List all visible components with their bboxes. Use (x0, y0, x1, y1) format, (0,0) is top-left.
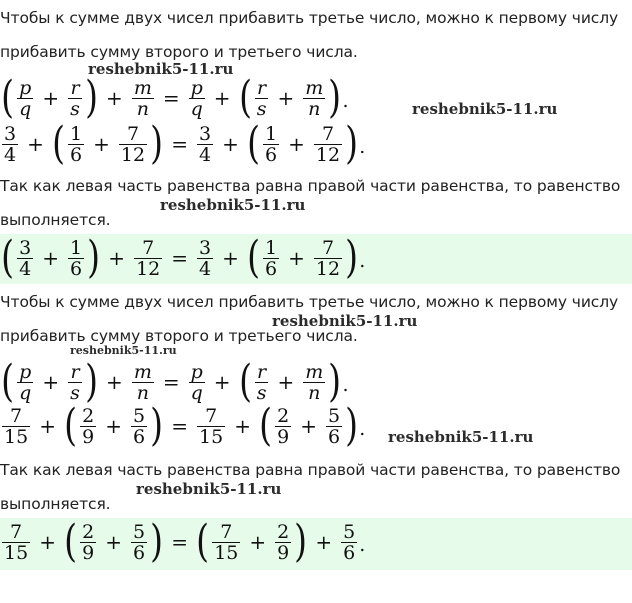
parenthesis: ) (294, 516, 308, 567)
fraction (134, 238, 162, 279)
parenthesis: ( (238, 356, 252, 407)
operator: + (27, 132, 44, 156)
conclusion-text-line2: выполняется. (0, 211, 111, 229)
period: . (359, 250, 366, 272)
period: . (342, 90, 349, 112)
fraction (68, 238, 84, 279)
numerator: 2 (82, 520, 95, 543)
operator: + (39, 414, 56, 438)
denominator: 12 (136, 257, 161, 280)
denominator: q (19, 381, 32, 404)
parenthesis: ( (259, 400, 272, 451)
equals-sign: = (162, 86, 180, 110)
numerator: r (257, 76, 267, 99)
denominator: s (256, 381, 267, 404)
numerator: 5 (343, 520, 356, 543)
operator: + (105, 414, 122, 438)
parenthesis: ( (247, 118, 260, 169)
operator: + (288, 246, 305, 270)
fraction (68, 362, 82, 403)
numerator: 1 (265, 236, 278, 259)
parenthesis: ( (52, 118, 65, 169)
denominator: 6 (328, 425, 341, 448)
numerator: 3 (19, 236, 32, 259)
numerator: m (305, 360, 324, 383)
numerator: 3 (4, 122, 17, 145)
fraction (68, 78, 82, 119)
numerator: 7 (126, 122, 140, 145)
rule-text-line2: прибавить сумму второго и третьего числа. (0, 43, 358, 61)
period: . (342, 374, 349, 396)
operator: + (106, 370, 123, 394)
denominator: 4 (19, 257, 32, 280)
operator: + (39, 530, 56, 554)
parenthesis: ( (1, 356, 15, 407)
fraction (197, 238, 213, 279)
fraction (131, 406, 147, 447)
denominator: 9 (277, 425, 290, 448)
watermark: reshebnik5-11.ru (272, 312, 418, 330)
parenthesis: ) (85, 356, 98, 407)
parenthesis: ) (87, 232, 101, 283)
parenthesis: ) (345, 118, 359, 169)
fraction (263, 124, 279, 165)
fraction (80, 406, 96, 447)
rule-text-line1: Чтобы к сумме двух чисел прибавить третье число, можно к первому числу (0, 293, 619, 311)
operator: + (42, 86, 60, 110)
watermark: reshebnik5-11.ru (88, 60, 234, 78)
denominator: 12 (315, 257, 341, 280)
numerator: m (133, 76, 152, 99)
operator: + (42, 246, 60, 270)
numerator: 3 (199, 122, 212, 145)
fraction (255, 78, 269, 119)
numerator: r (257, 360, 267, 383)
parenthesis: ( (196, 516, 210, 567)
denominator: s (256, 97, 267, 120)
operator: + (277, 370, 295, 394)
operator: + (105, 530, 122, 554)
denominator: n (136, 97, 149, 120)
fraction (17, 78, 33, 119)
denominator: q (190, 381, 203, 404)
numerator: 7 (321, 236, 335, 259)
fraction (197, 124, 213, 165)
parenthesis: ) (328, 72, 342, 123)
denominator: s (70, 97, 80, 120)
denominator: 4 (199, 143, 212, 166)
operator: + (106, 86, 123, 110)
denominator: 15 (4, 425, 29, 448)
applied-equation (0, 118, 366, 169)
fraction (119, 124, 147, 165)
numerator: 2 (277, 404, 290, 427)
parenthesis: ( (1, 72, 15, 123)
denominator: 4 (4, 143, 17, 166)
fraction (80, 522, 96, 563)
denominator: 6 (265, 143, 278, 166)
parenthesis: ) (150, 118, 164, 169)
denominator: 12 (315, 143, 341, 166)
denominator: 6 (132, 425, 146, 448)
numerator: 3 (199, 236, 212, 259)
numerator: 7 (220, 520, 233, 543)
denominator: 9 (277, 541, 290, 564)
operator: + (249, 530, 267, 554)
parenthesis: ) (345, 232, 359, 283)
denominator: 4 (199, 257, 212, 280)
fraction (197, 406, 225, 447)
denominator: 9 (82, 425, 95, 448)
fraction (303, 362, 325, 403)
equals-sign: = (171, 132, 189, 156)
denominator: 6 (343, 541, 356, 564)
parenthesis: ) (85, 72, 98, 123)
numerator: r (70, 76, 80, 99)
fraction (17, 362, 33, 403)
denominator: 6 (265, 257, 278, 280)
numerator: 7 (321, 122, 335, 145)
numerator: r (70, 360, 80, 383)
fraction (212, 522, 240, 563)
fraction (314, 124, 342, 165)
operator: + (213, 86, 231, 110)
conclusion-text-line2: выполняется. (0, 495, 111, 513)
denominator: q (19, 97, 32, 120)
period: . (359, 136, 366, 158)
operator: + (93, 132, 110, 156)
conclusion-text-line1: Так как левая часть равенства равна правой части равенства, то равенство (0, 461, 621, 479)
fraction (263, 238, 279, 279)
denominator: 12 (120, 143, 146, 166)
fraction (326, 406, 342, 447)
applied-equation (0, 400, 366, 451)
fraction (131, 522, 147, 563)
fraction (275, 406, 291, 447)
numerator: 7 (10, 520, 23, 543)
fraction (132, 78, 154, 119)
numerator: 1 (70, 122, 83, 145)
denominator: 6 (70, 143, 83, 166)
rule-text-line1: Чтобы к сумме двух чисел прибавить третье число, можно к первому числу (0, 9, 619, 27)
operator: + (222, 132, 239, 156)
parenthesis: ( (247, 232, 260, 283)
fraction (341, 522, 357, 563)
operator: + (42, 370, 60, 394)
operator: + (213, 370, 231, 394)
denominator: n (136, 381, 149, 404)
equals-sign: = (171, 246, 189, 270)
fraction (189, 78, 205, 119)
denominator: 9 (82, 541, 95, 564)
conclusion-text-line1: Так как левая часть равенства равна правой части равенства, то равенство (0, 177, 621, 195)
answer-equation (0, 516, 366, 567)
operator: + (222, 246, 239, 270)
parenthesis: ( (238, 72, 252, 123)
fraction (68, 124, 84, 165)
watermark: reshebnik5-11.ru (388, 428, 534, 446)
watermark: reshebnik5-11.ru (160, 196, 306, 214)
denominator: n (308, 381, 321, 404)
numerator: 7 (10, 404, 23, 427)
operator: + (277, 86, 295, 110)
parenthesis: ( (1, 232, 15, 283)
numerator: 7 (142, 236, 155, 259)
denominator: 15 (4, 541, 29, 564)
rule-text-line2: прибавить сумму второго и третьего числа. (0, 327, 358, 345)
fraction (303, 78, 325, 119)
operator: + (288, 132, 305, 156)
denominator: s (70, 381, 80, 404)
operator: + (315, 530, 333, 554)
denominator: 6 (70, 257, 83, 280)
numerator: p (19, 76, 32, 99)
period: . (359, 534, 366, 556)
watermark: reshebnik5-11.ru (412, 100, 558, 118)
period: . (359, 418, 366, 440)
fraction (2, 124, 18, 165)
parenthesis: ) (328, 356, 342, 407)
watermark: reshebnik5-11.ru (136, 480, 282, 498)
numerator: p (19, 360, 32, 383)
equals-sign: = (162, 370, 180, 394)
numerator: 5 (132, 520, 146, 543)
rule-equation (0, 356, 349, 407)
equals-sign: = (171, 414, 189, 438)
operator: + (234, 414, 251, 438)
fraction (189, 362, 205, 403)
fraction (2, 522, 30, 563)
fraction (132, 362, 154, 403)
numerator: 2 (82, 404, 95, 427)
denominator: 15 (214, 541, 239, 564)
rule-equation (0, 72, 349, 123)
parenthesis: ( (64, 516, 77, 567)
watermark: reshebnik5-11.ru (70, 344, 177, 357)
fraction (314, 238, 342, 279)
parenthesis: ) (345, 400, 359, 451)
numerator: p (190, 76, 203, 99)
denominator: 15 (199, 425, 224, 448)
parenthesis: ) (150, 516, 164, 567)
equals-sign: = (171, 530, 189, 554)
numerator: 5 (328, 404, 341, 427)
numerator: 7 (205, 404, 218, 427)
parenthesis: ( (64, 400, 77, 451)
numerator: 2 (277, 520, 290, 543)
fraction (2, 406, 30, 447)
numerator: p (190, 360, 203, 383)
denominator: 6 (132, 541, 146, 564)
numerator: m (133, 360, 152, 383)
fraction (255, 362, 269, 403)
numerator: 5 (132, 404, 146, 427)
denominator: q (190, 97, 203, 120)
denominator: n (308, 97, 321, 120)
numerator: 1 (70, 236, 83, 259)
numerator: 1 (265, 122, 278, 145)
answer-equation (0, 232, 366, 283)
parenthesis: ) (150, 400, 164, 451)
operator: + (300, 414, 317, 438)
operator: + (108, 246, 126, 270)
numerator: m (305, 76, 324, 99)
fraction (17, 238, 33, 279)
fraction (275, 522, 291, 563)
